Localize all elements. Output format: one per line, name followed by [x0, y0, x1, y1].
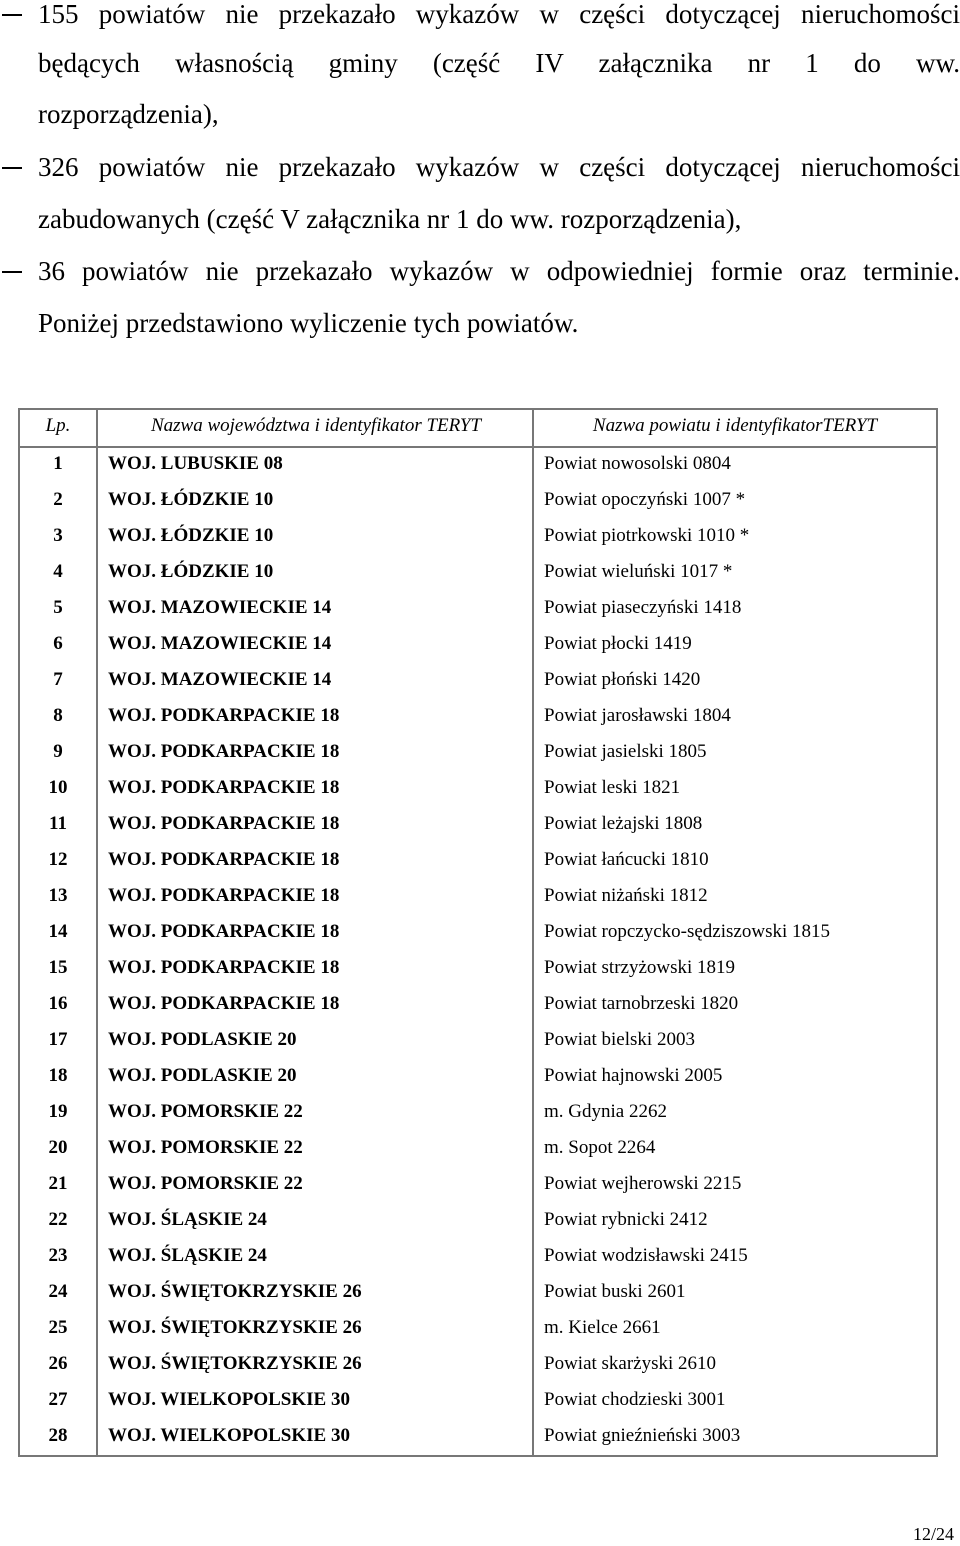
bullet-continuation — [0, 88, 960, 140]
row-lp: 19 — [48, 1101, 68, 1122]
row-county: Powiat łańcucki 1810 — [544, 849, 709, 870]
bullet-text: 155 powiatów nie przekazało wykazów w części dotyczącej nieruchomości — [38, 0, 960, 29]
row-county: Powiat wodzisławski 2415 — [544, 1245, 748, 1266]
row-voivodeship: WOJ. PODKARPACKIE 18 — [108, 885, 340, 906]
dash-bullet-icon — [2, 167, 22, 169]
row-voivodeship: WOJ. ŚWIĘTOKRZYSKIE 26 — [108, 1281, 362, 1302]
row-lp: 3 — [53, 525, 63, 546]
row-county: Powiat rybnicki 2412 — [544, 1209, 708, 1230]
row-voivodeship: WOJ. PODLASKIE 20 — [108, 1029, 297, 1050]
row-county: Powiat wejherowski 2215 — [544, 1173, 742, 1194]
row-lp: 14 — [48, 921, 68, 942]
row-lp: 5 — [53, 597, 63, 618]
row-voivodeship: WOJ. PODKARPACKIE 18 — [108, 849, 340, 870]
table-row — [20, 842, 936, 878]
table-row — [20, 1310, 936, 1346]
row-county: Powiat płoński 1420 — [544, 669, 701, 690]
table-row — [20, 806, 936, 842]
row-voivodeship: WOJ. PODKARPACKIE 18 — [108, 813, 340, 834]
row-voivodeship: WOJ. POMORSKIE 22 — [108, 1137, 303, 1158]
row-county: Powiat wieluński 1017 * — [544, 561, 733, 582]
table-row — [20, 1130, 936, 1166]
row-lp: 10 — [48, 777, 68, 798]
row-voivodeship: WOJ. MAZOWIECKIE 14 — [108, 597, 332, 618]
table-row — [20, 1202, 936, 1238]
row-lp: 6 — [53, 633, 63, 654]
bullet-continuation — [0, 37, 960, 89]
table-row — [20, 626, 936, 662]
row-county: Powiat jarosławski 1804 — [544, 705, 731, 726]
row-lp: 26 — [48, 1353, 68, 1374]
bullet-continuation — [0, 297, 960, 349]
row-county: Powiat opoczyński 1007 * — [544, 489, 746, 510]
table-row — [20, 770, 936, 806]
row-lp: 21 — [48, 1173, 68, 1194]
row-voivodeship: WOJ. ŁÓDZKIE 10 — [108, 561, 274, 582]
row-county: Powiat piotrkowski 1010 * — [544, 525, 750, 546]
row-voivodeship: WOJ. MAZOWIECKIE 14 — [108, 669, 332, 690]
row-county: Powiat skarżyski 2610 — [544, 1353, 717, 1374]
row-county: Powiat płocki 1419 — [544, 633, 692, 654]
row-county: m. Sopot 2264 — [544, 1137, 656, 1158]
header-voivodeship: Nazwa województwa i identyfikator TERYT — [150, 415, 482, 436]
row-voivodeship: WOJ. PODKARPACKIE 18 — [108, 993, 340, 1014]
row-voivodeship: WOJ. WIELKOPOLSKIE 30 — [108, 1389, 350, 1410]
dash-bullet-icon — [2, 14, 22, 16]
row-lp: 22 — [48, 1209, 68, 1230]
table-row — [20, 950, 936, 986]
header-county: Nazwa powiatu i identyfikatorTERYT — [592, 415, 878, 436]
row-county: Powiat leski 1821 — [544, 777, 681, 798]
row-county: Powiat leżajski 1808 — [544, 813, 703, 834]
table-row — [20, 734, 936, 770]
table-row — [20, 986, 936, 1022]
row-lp: 8 — [53, 705, 63, 726]
row-voivodeship: WOJ. LUBUSKIE 08 — [108, 453, 283, 474]
bullet-item — [0, 245, 960, 297]
table-row — [20, 914, 936, 950]
table-row — [20, 698, 936, 734]
dash-bullet-icon — [2, 271, 22, 273]
bullet-text: będących własnością gminy (część IV załącznika nr 1 do ww. — [38, 48, 960, 78]
table-row — [20, 518, 936, 554]
row-county: m. Kielce 2661 — [544, 1317, 661, 1338]
table-row — [20, 1238, 936, 1274]
table-row — [20, 1022, 936, 1058]
row-voivodeship: WOJ. ŚWIĘTOKRZYSKIE 26 — [108, 1353, 362, 1374]
row-voivodeship: WOJ. PODLASKIE 20 — [108, 1065, 297, 1086]
row-voivodeship: WOJ. ŚLĄSKIE 24 — [108, 1209, 267, 1230]
row-lp: 17 — [48, 1029, 68, 1050]
row-lp: 23 — [48, 1245, 68, 1266]
row-lp: 9 — [53, 741, 63, 762]
table-header — [20, 410, 936, 448]
row-lp: 1 — [53, 453, 63, 474]
row-voivodeship: WOJ. PODKARPACKIE 18 — [108, 705, 340, 726]
bullet-item — [0, 141, 960, 193]
row-lp: 7 — [53, 669, 63, 690]
row-voivodeship: WOJ. ŁÓDZKIE 10 — [108, 489, 274, 510]
table-row — [20, 878, 936, 914]
row-county: Powiat piaseczyński 1418 — [544, 597, 742, 618]
row-county: Powiat strzyżowski 1819 — [544, 957, 736, 978]
row-lp: 18 — [48, 1065, 68, 1086]
row-county: Powiat tarnobrzeski 1820 — [544, 993, 739, 1014]
row-county: Powiat niżański 1812 — [544, 885, 708, 906]
row-county: Powiat jasielski 1805 — [544, 741, 707, 762]
table-row — [20, 1166, 936, 1202]
row-lp: 24 — [48, 1281, 68, 1302]
bullet-text: 326 powiatów nie przekazało wykazów w części dotyczącej nieruchomości — [38, 152, 960, 182]
row-county: Powiat gnieźnieński 3003 — [544, 1425, 741, 1446]
row-voivodeship: WOJ. POMORSKIE 22 — [108, 1173, 303, 1194]
row-county: m. Gdynia 2262 — [544, 1101, 667, 1122]
row-lp: 4 — [53, 561, 63, 582]
table-row — [20, 1274, 936, 1310]
bullet-text: Poniżej przedstawiono wyliczenie tych powiatów. — [38, 308, 579, 338]
row-voivodeship: WOJ. PODKARPACKIE 18 — [108, 741, 340, 762]
row-lp: 20 — [48, 1137, 68, 1158]
row-county: Powiat nowosolski 0804 — [544, 453, 731, 474]
bullet-text: zabudowanych (część V załącznika nr 1 do ww. rozporządzenia), — [38, 204, 742, 234]
row-voivodeship: WOJ. ŁÓDZKIE 10 — [108, 525, 274, 546]
row-county: Powiat buski 2601 — [544, 1281, 686, 1302]
table-row — [20, 1382, 936, 1418]
counties-table — [18, 408, 938, 1457]
row-county: Powiat bielski 2003 — [544, 1029, 695, 1050]
row-county: Powiat ropczycko-sędziszowski 1815 — [544, 921, 830, 942]
row-voivodeship: WOJ. PODKARPACKIE 18 — [108, 777, 340, 798]
row-voivodeship: WOJ. POMORSKIE 22 — [108, 1101, 303, 1122]
header-lp: Lp. — [45, 415, 71, 436]
row-voivodeship: WOJ. PODKARPACKIE 18 — [108, 957, 340, 978]
table-row — [20, 1058, 936, 1094]
bullet-continuation — [0, 193, 960, 245]
row-voivodeship: WOJ. PODKARPACKIE 18 — [108, 921, 340, 942]
bullet-item — [0, 0, 960, 40]
page-number: 12/24 — [912, 1524, 954, 1544]
bullet-text: 36 powiatów nie przekazało wykazów w odpowiedniej formie oraz terminie. — [38, 256, 960, 286]
row-lp: 12 — [48, 849, 68, 870]
table-row — [20, 590, 936, 626]
row-voivodeship: WOJ. WIELKOPOLSKIE 30 — [108, 1425, 350, 1446]
row-lp: 27 — [48, 1389, 68, 1410]
row-voivodeship: WOJ. MAZOWIECKIE 14 — [108, 633, 332, 654]
table-row — [20, 662, 936, 698]
row-lp: 16 — [48, 993, 68, 1014]
row-lp: 25 — [48, 1317, 68, 1338]
row-lp: 11 — [49, 813, 67, 834]
row-county: Powiat chodzieski 3001 — [544, 1389, 726, 1410]
row-voivodeship: WOJ. ŚLĄSKIE 24 — [108, 1245, 267, 1266]
row-lp: 15 — [48, 957, 68, 978]
table-row — [20, 482, 936, 518]
table-row — [20, 1418, 936, 1454]
row-voivodeship: WOJ. ŚWIĘTOKRZYSKIE 26 — [108, 1317, 362, 1338]
row-lp: 28 — [48, 1425, 68, 1446]
row-county: Powiat hajnowski 2005 — [544, 1065, 723, 1086]
row-lp: 2 — [53, 489, 63, 510]
row-lp: 13 — [48, 885, 68, 906]
table-row — [20, 1094, 936, 1130]
bullet-text: rozporządzenia), — [38, 99, 219, 129]
table-row — [20, 446, 936, 482]
table-row — [20, 554, 936, 590]
table-row — [20, 1346, 936, 1382]
